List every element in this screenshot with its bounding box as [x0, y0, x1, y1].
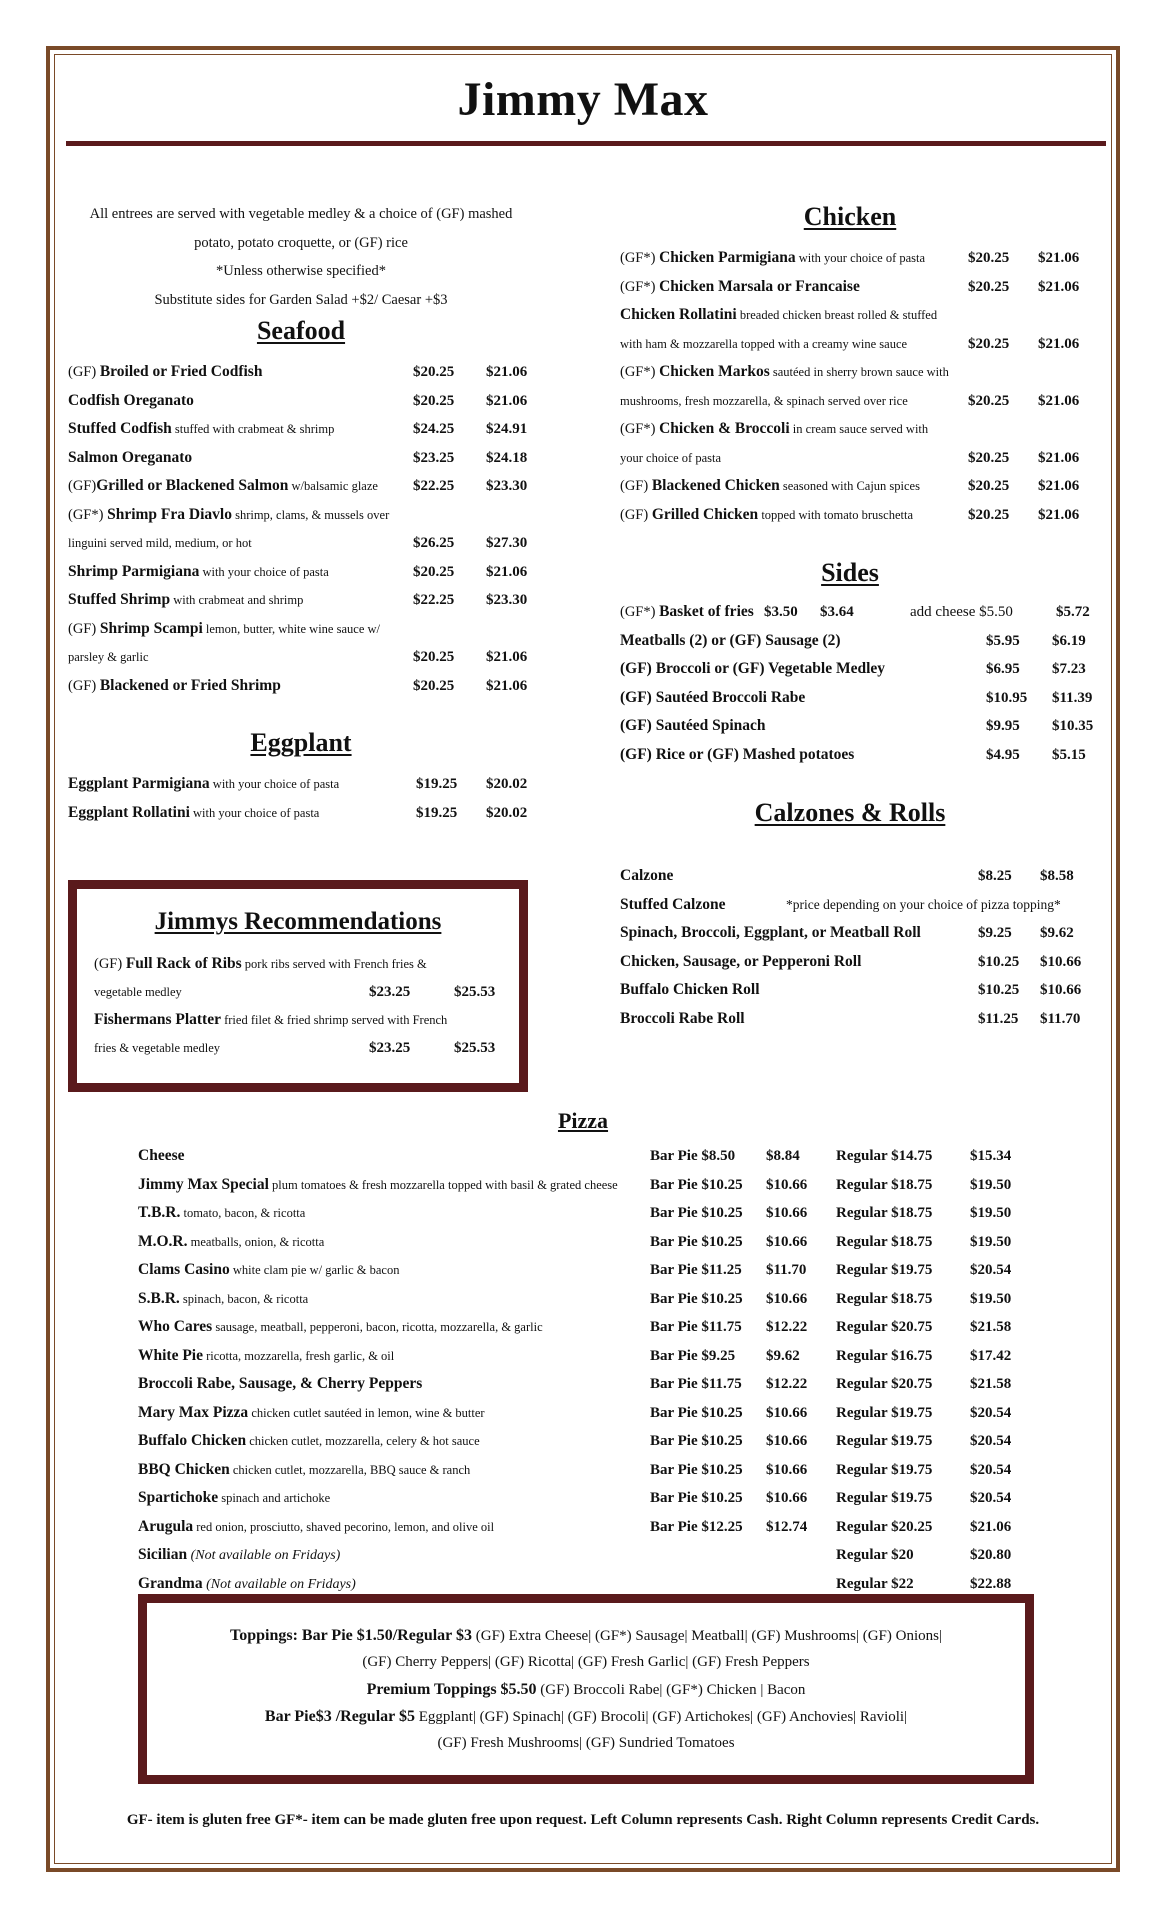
price-card: $20.02 [486, 805, 528, 821]
item-name: Shrimp Parmigiana [68, 562, 200, 580]
item-description: topped with tomato bruschetta [758, 507, 914, 522]
gf-tag: (GF*) [620, 604, 660, 620]
item-description: lemon, butter, white wine sauce w/ [202, 621, 380, 636]
regular-card-price: $21.06 [970, 1518, 1012, 1535]
bar-pie-card-price: $10.66 [766, 1433, 808, 1449]
calzones-heading: Calzones & Rolls [754, 798, 946, 827]
sides-item: (GF) Sautéed Spinach [620, 717, 766, 734]
toppings-line [138, 1703, 1034, 1731]
item-name: Who Cares [138, 1318, 213, 1335]
bar-pie-price: Bar Pie $9.25 [650, 1347, 736, 1364]
price-card: $10.66 [1040, 953, 1082, 970]
price-card: $10.35 [1052, 718, 1094, 734]
item-name: Blackened Chicken [651, 477, 780, 494]
toppings-line [138, 1730, 1034, 1757]
regular-card-price: $19.50 [970, 1176, 1012, 1193]
bar-pie-card-price: $10.66 [766, 1404, 808, 1421]
gf-tag: (GF) [68, 364, 100, 380]
calzone-item: Calzone [620, 867, 674, 884]
bar-pie-card-price: $10.66 [766, 1205, 808, 1221]
price-card: $25.53 [454, 1040, 496, 1056]
calzone-item: Stuffed Calzone [620, 895, 726, 913]
item-name: Spartichoke [138, 1489, 219, 1506]
bar-pie-price: Bar Pie $11.75 [650, 1376, 742, 1392]
item-description: w/balsamic glaze [288, 479, 378, 493]
regular-card-price: $20.80 [970, 1547, 1012, 1563]
regular-card-price: $20.54 [970, 1262, 1012, 1278]
bar-pie-card-price: $9.62 [766, 1347, 800, 1364]
bar-pie-price: Bar Pie $10.25 [650, 1233, 743, 1250]
chicken-heading: Chicken [803, 202, 897, 231]
gf-tag: (GF) [94, 956, 126, 972]
pizza-item [138, 1315, 543, 1339]
price-card: $21.06 [1038, 478, 1080, 494]
pizza-item [138, 1144, 185, 1168]
price-card: $27.30 [486, 535, 528, 551]
regular-card-price: $21.58 [970, 1376, 1012, 1392]
item-description: sautéed in sherry brown sauce with [769, 365, 949, 379]
item-description: red onion, prosciutto, shaved pecorino, lemon, and olive oil [193, 1519, 495, 1534]
price-card: $23.30 [486, 478, 528, 494]
item-name: Chicken & Broccoli [659, 420, 790, 437]
item-description-line: fries & vegetable medley [94, 1041, 220, 1055]
bar-pie-card-price: $8.84 [766, 1148, 800, 1164]
price-cash: $20.25 [413, 677, 455, 694]
pizza-item [138, 1173, 618, 1197]
item-description-line: parsley & garlic [68, 650, 149, 664]
gf-tag: (GF*) [620, 364, 660, 380]
price-cash: $20.25 [968, 506, 1010, 523]
bar-pie-card-price: $12.22 [766, 1319, 808, 1335]
sides-item [620, 600, 754, 624]
price-card: $24.91 [486, 421, 528, 437]
price-cash: $23.25 [369, 984, 411, 1000]
chicken-item [620, 474, 920, 498]
price-card: $7.23 [1052, 661, 1086, 677]
bar-pie-card-price: $10.66 [766, 1490, 808, 1506]
price-card: $5.72 [1056, 604, 1090, 620]
item-name: BBQ Chicken [138, 1460, 230, 1478]
price-cash: $20.25 [968, 335, 1010, 352]
price-card: $21.06 [1038, 506, 1080, 523]
seafood-item [68, 503, 389, 527]
item-name: Stuffed Shrimp [68, 591, 171, 608]
gf-tag: (GF) [68, 677, 100, 694]
pizza-item [138, 1429, 480, 1453]
price-cash: $5.95 [986, 632, 1020, 649]
toppings-text: (GF) Broccoli Rabe| (GF*) Chicken | Bacon [536, 1682, 806, 1698]
regular-price: Regular $18.75 [836, 1290, 933, 1307]
restaurant-title: Jimmy Max [457, 73, 709, 126]
price-card: $21.06 [486, 563, 528, 580]
pizza-item [138, 1201, 305, 1225]
item-name: Basket of fries [659, 603, 754, 620]
bar-pie-card-price: $10.66 [766, 1290, 808, 1307]
item-name: M.O.R. [138, 1232, 188, 1250]
regular-card-price: $22.88 [970, 1575, 1012, 1592]
bar-pie-price: Bar Pie $11.75 [650, 1319, 742, 1335]
title-divider [66, 141, 1106, 146]
seafood-item [68, 389, 194, 413]
sides-item: (GF) Broccoli or (GF) Vegetable Medley [620, 660, 886, 677]
seafood-item [68, 417, 334, 441]
calzone-item: Broccoli Rabe Roll [620, 1009, 745, 1027]
gf-tag: (GF*) [620, 250, 660, 266]
item-description: with your choice of pasta [795, 251, 926, 265]
sides-item: Meatballs (2) or (GF) Sausage (2) [620, 631, 841, 649]
bar-pie-card-price: $10.66 [766, 1176, 808, 1193]
recommendations-heading: Jimmys Recommendations [154, 908, 442, 935]
regular-price: Regular $20 [836, 1547, 914, 1563]
item-name: Grilled or Blackened Salmon [96, 477, 289, 494]
seafood-item [68, 446, 192, 470]
item-description-line: linguini served mild, medium, or hot [68, 536, 252, 550]
regular-price: Regular $19.75 [836, 1461, 933, 1478]
price-cash: $20.25 [413, 392, 455, 409]
bar-pie-card-price: $12.74 [766, 1518, 808, 1535]
item-name: Shrimp Fra Diavlo [107, 505, 232, 523]
item-name: Blackened or Fried Shrimp [99, 676, 281, 694]
footer-note: GF- item is gluten free GF*- item can be made gluten free upon request. Left Column represents Cash. Right Column represents Credit Cards. [126, 1812, 1040, 1828]
item-description: shrimp, clams, & mussels over [231, 507, 390, 522]
regular-card-price: $17.42 [970, 1347, 1012, 1364]
item-name: Mary Max Pizza [138, 1403, 249, 1421]
bar-pie-price: Bar Pie $10.25 [650, 1290, 743, 1307]
price-note: *price depending on your choice of pizza topping* [786, 896, 1061, 912]
price-cash: $3.50 [764, 604, 798, 620]
gf-tag: (GF*) [620, 421, 660, 437]
item-name: Stuffed Codfish [68, 420, 172, 437]
item-description: with your choice of pasta [209, 777, 340, 791]
item-name: Cheese [138, 1147, 185, 1164]
item-description: in cream sauce served with [789, 422, 929, 436]
item-name: Grilled Chicken [651, 505, 759, 523]
item-description: (Not available on Fridays) [202, 1576, 356, 1592]
price-cash: $4.95 [986, 746, 1020, 763]
item-description: stuffed with crabmeat & shrimp [171, 422, 335, 436]
item-description: seasoned with Cajun spices [779, 479, 920, 493]
item-name: White Pie [138, 1346, 203, 1364]
item-name: Jimmy Max Special [138, 1175, 269, 1193]
pizza-item [138, 1515, 494, 1539]
sides-item: (GF) Sautéed Broccoli Rabe [620, 688, 806, 706]
regular-card-price: $20.54 [970, 1404, 1012, 1421]
seafood-item [68, 617, 380, 641]
price-cash: $20.25 [968, 250, 1010, 266]
item-name: Full Rack of Ribs [125, 955, 242, 972]
recommendation-item [94, 952, 427, 976]
regular-price: Regular $22 [836, 1575, 914, 1592]
seafood-item [68, 588, 303, 612]
toppings-label: Toppings: Bar Pie $1.50/Regular $3 [230, 1627, 472, 1644]
price-cash: $6.95 [986, 661, 1020, 677]
item-name: Arugula [138, 1517, 194, 1535]
price-card: $8.58 [1040, 868, 1074, 884]
price-card: $21.06 [486, 364, 528, 380]
item-description: ricotta, mozzarella, fresh garlic, & oil [203, 1348, 395, 1363]
seafood-item [68, 360, 262, 384]
seafood-item [68, 674, 281, 698]
intro-line: All entrees are served with vegetable medley & a choice of (GF) mashed [89, 206, 513, 222]
regular-price: Regular $16.75 [836, 1347, 933, 1364]
price-card: $21.06 [486, 392, 528, 409]
regular-card-price: $20.54 [970, 1461, 1012, 1478]
sides-heading: Sides [821, 558, 879, 587]
pizza-item [138, 1458, 470, 1482]
price-card: $21.06 [1038, 250, 1080, 266]
item-name: Codfish Oreganato [68, 391, 194, 409]
item-description: with your choice of pasta [189, 806, 320, 820]
toppings-text: Eggplant| (GF) Spinach| (GF) Brocoli| (GF) Artichokes| (GF) Anchovies| Ravioli| [414, 1709, 908, 1725]
calzone-item: Chicken, Sausage, or Pepperoni Roll [620, 952, 862, 970]
regular-price: Regular $20.25 [836, 1518, 933, 1535]
price-card: $5.15 [1052, 746, 1086, 763]
toppings-text: (GF) Cherry Peppers| (GF) Ricotta| (GF) Fresh Garlic| (GF) Fresh Peppers [362, 1654, 810, 1670]
bar-pie-price: Bar Pie $10.25 [650, 1461, 743, 1478]
sides-item: (GF) Rice or (GF) Mashed potatoes [620, 745, 855, 763]
bar-pie-price: Bar Pie $10.25 [650, 1433, 743, 1449]
bar-pie-price: Bar Pie $12.25 [650, 1518, 743, 1535]
price-card: $11.39 [1052, 689, 1093, 706]
price-cash: $23.25 [369, 1040, 411, 1056]
bar-pie-card-price: $11.70 [766, 1262, 807, 1278]
pizza-item [138, 1572, 356, 1597]
gf-tag: (GF*) [68, 506, 108, 523]
seafood-heading: Seafood [256, 316, 346, 345]
item-description: white clam pie w/ garlic & bacon [229, 1263, 400, 1277]
regular-price: Regular $19.75 [836, 1490, 933, 1506]
chicken-item [620, 246, 925, 270]
bar-pie-price: Bar Pie $10.25 [650, 1176, 743, 1193]
price-cash: $20.25 [968, 392, 1010, 409]
bar-pie-price: Bar Pie $11.25 [650, 1262, 742, 1278]
bar-pie-price: Bar Pie $10.25 [650, 1404, 743, 1421]
bar-pie-price: Bar Pie $10.25 [650, 1205, 743, 1221]
regular-card-price: $20.54 [970, 1490, 1012, 1506]
premium-price-label: Bar Pie$3 /Regular $5 [264, 1708, 415, 1725]
gf-tag: (GF) [620, 478, 652, 494]
regular-card-price: $19.50 [970, 1290, 1012, 1307]
gf-tag: (GF) [68, 478, 97, 494]
calzone-item: Spinach, Broccoli, Eggplant, or Meatball Roll [620, 924, 921, 941]
item-name: Broiled or Fried Codfish [99, 363, 263, 380]
intro-line: *Unless otherwise specified* [216, 263, 386, 279]
item-name: S.B.R. [138, 1289, 180, 1307]
pizza-item [138, 1372, 422, 1396]
price-card: $6.19 [1052, 632, 1086, 649]
gf-tag: (GF) [620, 506, 652, 523]
price-card: $9.62 [1040, 925, 1074, 941]
item-name: Grandma [138, 1574, 203, 1592]
toppings-line [138, 1649, 1034, 1676]
pizza-item [138, 1486, 330, 1510]
price-cash: $10.95 [986, 689, 1028, 706]
price-cash: $22.25 [413, 592, 455, 608]
regular-price: Regular $18.75 [836, 1176, 933, 1193]
price-cash: $9.25 [978, 925, 1012, 941]
item-description: fried filet & fried shrimp served with French [220, 1013, 448, 1027]
pizza-item [138, 1258, 399, 1282]
eggplant-item [68, 772, 339, 796]
item-description-line: your choice of pasta [620, 450, 722, 465]
item-description-line: vegetable medley [94, 985, 182, 999]
price-cash: $8.25 [978, 868, 1012, 884]
item-description: (Not available on Fridays) [187, 1548, 341, 1563]
toppings-line [138, 1676, 1034, 1704]
bar-pie-card-price: $10.66 [766, 1461, 808, 1478]
chicken-item [620, 503, 913, 527]
seafood-item [68, 560, 329, 584]
regular-price: Regular $19.75 [836, 1262, 933, 1278]
item-description: with your choice of pasta [199, 564, 329, 579]
regular-price: Regular $14.75 [836, 1148, 933, 1164]
item-description: breaded chicken breast rolled & stuffed [736, 308, 938, 322]
item-name: Clams Casino [138, 1261, 230, 1278]
regular-price: Regular $19.75 [836, 1433, 933, 1449]
item-name: Salmon Oreganato [68, 448, 193, 466]
item-description: tomato, bacon, & ricotta [180, 1206, 306, 1220]
item-name: T.B.R. [138, 1204, 181, 1221]
pizza-item [138, 1344, 394, 1368]
pizza-item [138, 1287, 308, 1311]
item-description: sausage, meatball, pepperoni, bacon, ricotta, mozzarella, & garlic [212, 1320, 543, 1334]
item-description: plum tomatoes & fresh mozzarella topped with basil & grated cheese [268, 1177, 618, 1192]
price-cash: $26.25 [413, 535, 455, 551]
toppings-line [138, 1622, 1034, 1650]
price-cash: $22.25 [413, 478, 455, 494]
item-description: chicken cutlet sautéed in lemon, wine & butter [248, 1405, 485, 1420]
price-cash: $19.25 [416, 776, 458, 792]
price-card: $21.06 [486, 649, 528, 665]
price-cash: $24.25 [413, 421, 455, 437]
price-cash: $20.25 [413, 563, 455, 580]
bar-pie-price: Bar Pie $8.50 [650, 1148, 736, 1164]
price-card: $21.06 [1038, 449, 1080, 466]
bar-pie-card-price: $12.22 [766, 1376, 808, 1392]
pizza-item [138, 1230, 324, 1254]
regular-price: Regular $20.75 [836, 1319, 933, 1335]
item-description: spinach, bacon, & ricotta [179, 1291, 309, 1306]
price-cash: $20.25 [968, 478, 1010, 494]
chicken-item [620, 275, 860, 299]
price-cash: $19.25 [416, 805, 458, 821]
entree-intro [66, 200, 536, 314]
toppings-text: (GF) Extra Cheese| (GF*) Sausage| Meatball| (GF) Mushrooms| (GF) Onions| [472, 1628, 942, 1644]
item-name: Chicken Rollatini [620, 306, 737, 323]
price-card: $10.66 [1040, 982, 1082, 998]
regular-price: Regular $19.75 [836, 1404, 933, 1421]
price-cash: $9.95 [986, 718, 1020, 734]
intro-line: Substitute sides for Garden Salad +$2/ Caesar +$3 [154, 291, 448, 308]
gf-tag: (GF) [68, 620, 100, 637]
item-name: Sicilian [138, 1546, 188, 1563]
price-cash: $23.25 [413, 449, 455, 466]
eggplant-heading: Eggplant [250, 728, 352, 757]
price-cash: $20.25 [968, 449, 1010, 466]
eggplant-item [68, 801, 319, 825]
item-description: chicken cutlet, mozzarella, celery & hot sauce [246, 1434, 480, 1448]
item-name: Shrimp Scampi [99, 619, 203, 637]
regular-price: Regular $18.75 [836, 1233, 933, 1250]
item-description-line: mushrooms, fresh mozzarella, & spinach served over rice [620, 393, 908, 408]
regular-card-price: $15.34 [970, 1148, 1012, 1164]
gf-tag: (GF*) [620, 278, 660, 295]
recommendation-item [94, 1008, 447, 1032]
item-name: Chicken Marsala or Francaise [659, 277, 860, 295]
regular-card-price: $19.50 [970, 1233, 1012, 1250]
intro-line: potato, potato croquette, or (GF) rice [194, 234, 408, 251]
regular-card-price: $19.50 [970, 1205, 1012, 1221]
price-cash: $10.25 [978, 953, 1020, 970]
item-name: Fishermans Platter [94, 1011, 221, 1028]
toppings-text: (GF) Fresh Mushrooms| (GF) Sundried Tomatoes [437, 1735, 735, 1751]
price-cash: $20.25 [413, 364, 455, 380]
item-description: spinach and artichoke [218, 1491, 331, 1505]
pizza-heading: Pizza [557, 1108, 609, 1133]
item-name: Broccoli Rabe, Sausage, & Cherry Peppers [138, 1375, 423, 1392]
chicken-item [620, 360, 949, 384]
price-cash: $20.25 [413, 649, 455, 665]
regular-card-price: $21.58 [970, 1319, 1012, 1335]
item-name: Buffalo Chicken [138, 1432, 247, 1449]
price-card: $24.18 [486, 449, 528, 466]
price-card: $21.06 [1038, 278, 1080, 295]
bar-pie-price: Bar Pie $10.25 [650, 1490, 743, 1506]
price-card: $3.64 [820, 604, 854, 620]
regular-card-price: $20.54 [970, 1433, 1012, 1449]
add-cheese-option: add cheese $5.50 [910, 604, 1013, 620]
price-card: $23.30 [486, 592, 528, 608]
chicken-item [620, 417, 928, 441]
regular-price: Regular $18.75 [836, 1205, 933, 1221]
price-cash: $10.25 [978, 982, 1020, 998]
item-name: Eggplant Rollatini [68, 804, 190, 821]
price-card: $11.70 [1040, 1010, 1081, 1027]
price-card: $25.53 [454, 984, 496, 1000]
price-card: $21.06 [1038, 392, 1080, 409]
pizza-item [138, 1401, 485, 1425]
item-name: Eggplant Parmigiana [68, 775, 210, 792]
price-card: $20.02 [486, 776, 528, 792]
item-description: meatballs, onion, & ricotta [187, 1234, 325, 1249]
chicken-item [620, 303, 937, 327]
item-description-line: with ham & mozzarella topped with a creamy wine sauce [620, 336, 908, 351]
pizza-item [138, 1543, 340, 1568]
regular-price: Regular $20.75 [836, 1376, 933, 1392]
seafood-item [68, 474, 378, 498]
bar-pie-card-price: $10.66 [766, 1233, 808, 1250]
item-name: Chicken Parmigiana [659, 249, 796, 266]
calzone-item: Buffalo Chicken Roll [620, 981, 760, 998]
premium-toppings-label: Premium Toppings $5.50 [366, 1681, 537, 1698]
item-name: Chicken Markos [659, 363, 770, 380]
price-cash: $20.25 [968, 278, 1010, 295]
item-description: chicken cutlet, mozzarella, BBQ sauce & ranch [229, 1462, 471, 1477]
price-card: $21.06 [1038, 335, 1080, 352]
item-description: with crabmeat and shrimp [170, 593, 304, 607]
price-cash: $11.25 [978, 1010, 1019, 1027]
item-description: pork ribs served with French fries & [241, 957, 427, 971]
price-card: $21.06 [486, 677, 528, 694]
